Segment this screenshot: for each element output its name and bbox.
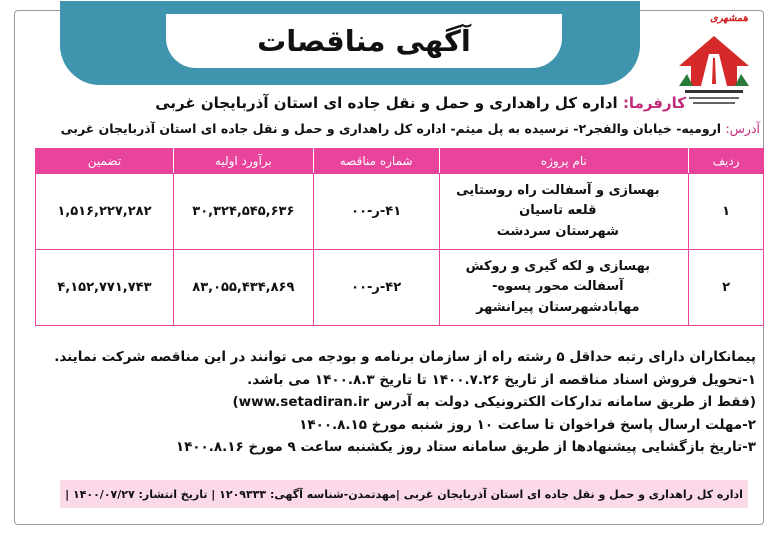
address-value: ارومیه- خیابان والفجر۲- نرسیده به پل میثم- اداره کل راهداری و حمل و نقل جاده ای استان آذربایجان غربی bbox=[60, 121, 722, 136]
employer-label: کارفرما: bbox=[622, 94, 686, 112]
newspaper-badge bbox=[694, 6, 764, 30]
column-header-estimate: برآورد اولیه bbox=[173, 149, 313, 174]
column-header-row-number: ردیف bbox=[689, 149, 764, 174]
title-box bbox=[166, 14, 562, 68]
page-title: آگهی مناقصات bbox=[257, 24, 471, 58]
footer-text: اداره کل راهداری و حمل و نقل جاده ای استان آذربایجان غربی |مهدتمدن-شناسه آگهی: ۱۲۰۹۳۳۳ | تاریخ انتشار: ۱۴۰۰/۰۷/۲۷ | bbox=[65, 487, 743, 501]
row-number: ۱ bbox=[689, 174, 764, 250]
column-header-guarantee: تضمین bbox=[36, 149, 174, 174]
road-administration-logo-icon bbox=[675, 34, 753, 110]
row-number: ۲ bbox=[689, 250, 764, 326]
guarantee-amount: ۴,۱۵۲,۷۷۱,۷۴۳ bbox=[36, 250, 174, 326]
title-banner bbox=[60, 1, 640, 85]
project-name-line: بهسازی و لکه گیری و روکش آسفالت محور پسوه- bbox=[465, 259, 651, 295]
eligibility-text: پیمانکاران دارای رتبه حداقل ۵ رشته راه از سازمان برنامه و بودجه می توانند در این مناقصه شرکت نمایند. bbox=[54, 349, 756, 365]
project-name-line: شهرستان سردشت bbox=[496, 223, 619, 239]
opening-date: ۳-تاریخ بازگشایی پیشنهادها از طریق سامانه ستاد روز یکشنبه ساعت ۹ مورخ ۱۴۰۰.۸.۱۶ bbox=[175, 439, 756, 455]
notice-footer bbox=[60, 480, 748, 508]
document-sale-period: ۱-تحویل فروش اسناد مناقصه از تاریخ ۱۴۰۰.۷.۲۶ تا تاریخ ۱۴۰۰.۸.۳ می باشد. bbox=[247, 371, 756, 388]
guarantee-amount: ۱,۵۱۶,۲۲۷,۲۸۲ bbox=[36, 174, 174, 250]
newspaper-badge-label: همشهری bbox=[710, 12, 748, 24]
project-name-line: بهسازی و آسفالت راه روستایی قلعه تاسیان bbox=[456, 183, 660, 219]
initial-estimate: ۳۰,۳۲۴,۵۴۵,۶۳۶ bbox=[173, 174, 313, 250]
employer-name: اداره کل راهداری و حمل و نقل جاده ای استان آذربایجان غربی bbox=[155, 94, 618, 112]
initial-estimate: ۸۳,۰۵۵,۴۳۴,۸۶۹ bbox=[173, 250, 313, 326]
submission-deadline: ۲-مهلت ارسال پاسخ فراخوان تا ساعت ۱۰ روز شنبه مورخ ۱۴۰۰.۸.۱۵ bbox=[299, 416, 756, 433]
notice-body bbox=[56, 346, 756, 459]
employer-line bbox=[155, 94, 686, 112]
column-header-project: نام پروژه bbox=[439, 149, 689, 174]
table-row bbox=[36, 250, 764, 326]
table-row bbox=[36, 174, 764, 250]
column-header-tender-number: شماره مناقصه bbox=[313, 149, 439, 174]
address-label: آدرس: bbox=[725, 121, 760, 136]
address-line bbox=[61, 121, 760, 136]
project-name-line: مهابادشهرستان پیرانشهر bbox=[476, 299, 640, 315]
tender-number: ۴۲-ر-۰۰ bbox=[313, 250, 439, 326]
tender-number: ۴۱-ر-۰۰ bbox=[313, 174, 439, 250]
tender-table bbox=[35, 148, 764, 326]
project-name bbox=[439, 250, 689, 326]
document-sale-note: (فقط از طریق سامانه تدارکات الکترونیکی دولت به آدرس www.setadiran.ir) bbox=[232, 394, 756, 410]
project-name bbox=[439, 174, 689, 250]
table-header-row bbox=[36, 149, 764, 174]
